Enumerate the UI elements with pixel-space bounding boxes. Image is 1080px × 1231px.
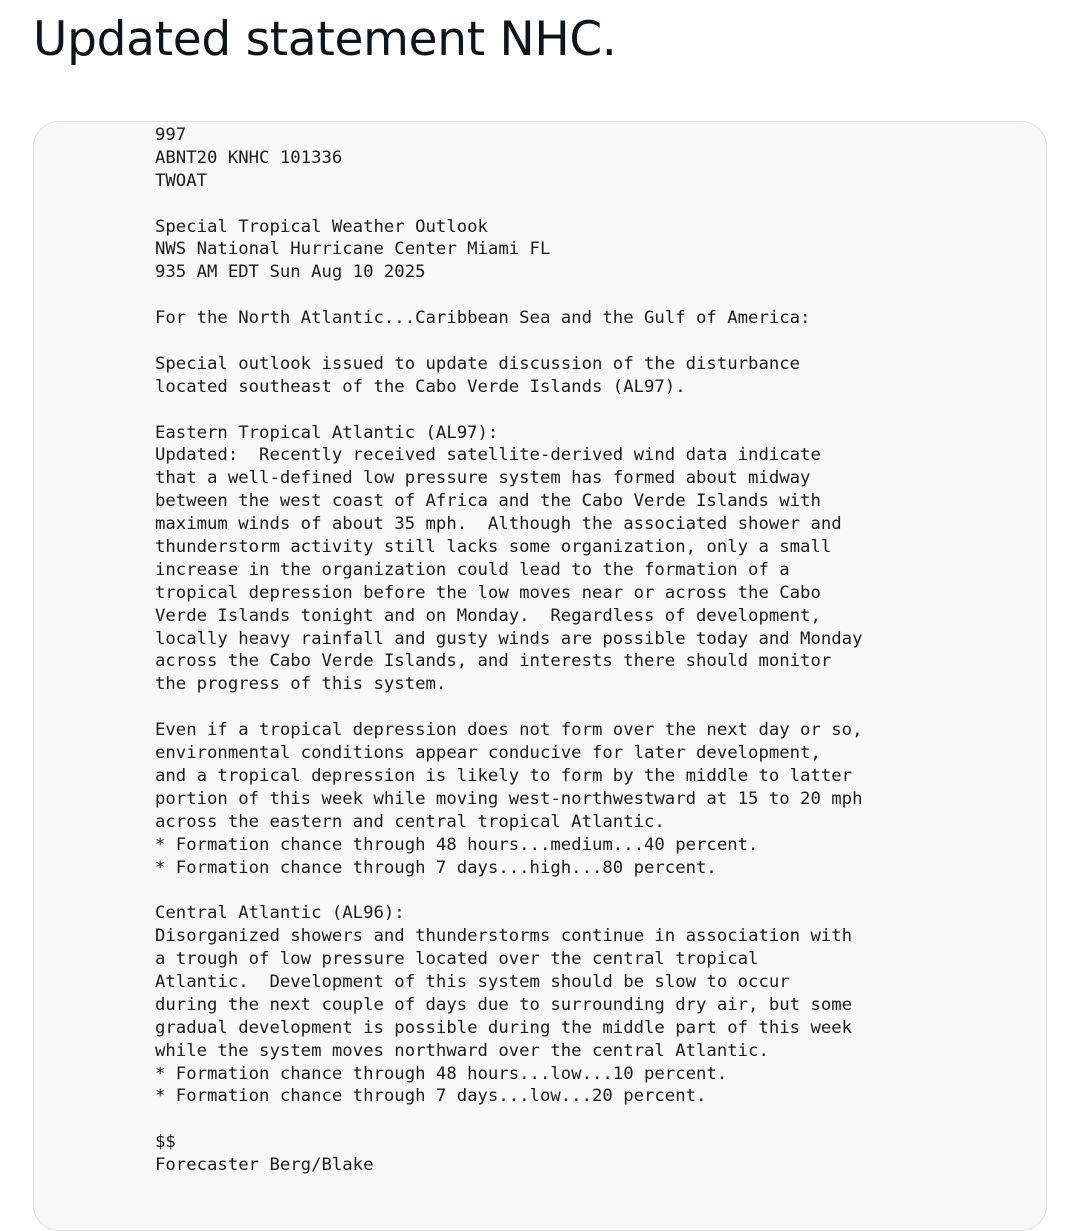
bulletin-line: maximum winds of about 35 mph. Although the associated shower and <box>155 514 842 535</box>
bulletin-line: Central Atlantic (AL96): <box>155 903 405 924</box>
bulletin-line: a trough of low pressure located over the central tropical <box>155 949 759 970</box>
bulletin-line <box>155 330 863 353</box>
bulletin-line: 935 AM EDT Sun Aug 10 2025 <box>155 262 426 283</box>
bulletin-line: while the system moves northward over the central Atlantic. <box>155 1040 769 1061</box>
bulletin-line: * Formation chance through 48 hours...medium...40 percent. <box>155 834 759 855</box>
bulletin-line: Disorganized showers and thunderstorms continue in association with <box>155 926 853 947</box>
bulletin-line <box>155 193 863 216</box>
nhc-outlook-text <box>155 124 863 1177</box>
bulletin-line: ABNT20 KNHC 101336 <box>155 147 343 168</box>
bulletin-line: Atlantic. Development of this system should be slow to occur <box>155 971 790 992</box>
bulletin-line: the progress of this system. <box>155 674 447 695</box>
bulletin-line: that a well-defined low pressure system has formed about midway <box>155 468 811 489</box>
bulletin-line: tropical depression before the low moves near or across the Cabo <box>155 582 821 603</box>
bulletin-line: Eastern Tropical Atlantic (AL97): <box>155 422 499 443</box>
bulletin-line: Special outlook issued to update discussion of the disturbance <box>155 353 801 374</box>
bulletin-line: environmental conditions appear conducive for later development, <box>155 743 821 764</box>
bulletin-line <box>155 1108 863 1131</box>
bulletin-line: across the eastern and central tropical Atlantic. <box>155 811 665 832</box>
bulletin-line: Even if a tropical depression does not form over the next day or so, <box>155 720 863 741</box>
bulletin-line <box>155 879 863 902</box>
bulletin-line: $$ <box>155 1132 176 1153</box>
bulletin-line: locally heavy rainfall and gusty winds are possible today and Monday <box>155 628 863 649</box>
bulletin-line: Forecaster Berg/Blake <box>155 1155 374 1176</box>
bulletin-line: located southeast of the Cabo Verde Islands (AL97). <box>155 376 686 397</box>
bulletin-line: * Formation chance through 7 days...low...20 percent. <box>155 1086 707 1107</box>
bulletin-line: For the North Atlantic...Caribbean Sea and the Gulf of America: <box>155 308 811 329</box>
bulletin-line: Updated: Recently received satellite-derived wind data indicate <box>155 445 821 466</box>
bulletin-line: Special Tropical Weather Outlook <box>155 216 488 237</box>
attached-image[interactable] <box>33 121 1047 1231</box>
bulletin-line: NWS National Hurricane Center Miami FL <box>155 239 551 260</box>
bulletin-line: across the Cabo Verde Islands, and interests there should monitor <box>155 651 832 672</box>
bulletin-line <box>155 284 863 307</box>
bulletin-line <box>155 696 863 719</box>
bulletin-line: increase in the organization could lead to the formation of a <box>155 559 790 580</box>
bulletin-line: and a tropical depression is likely to form by the middle to latter <box>155 765 853 786</box>
bulletin-line: TWOAT <box>155 170 208 191</box>
bulletin-line: during the next couple of days due to surrounding dry air, but some <box>155 994 853 1015</box>
bulletin-line: Verde Islands tonight and on Monday. Regardless of development, <box>155 605 821 626</box>
bulletin-line: 997 <box>155 125 187 145</box>
bulletin-line: gradual development is possible during the middle part of this week <box>155 1017 853 1038</box>
post-text: Updated statement NHC. <box>33 12 617 67</box>
bulletin-line <box>155 399 863 422</box>
bulletin-line: between the west coast of Africa and the Cabo Verde Islands with <box>155 491 821 512</box>
bulletin-line: * Formation chance through 48 hours...low...10 percent. <box>155 1063 728 1084</box>
bulletin-line: * Formation chance through 7 days...high...80 percent. <box>155 857 717 878</box>
bulletin-line: portion of this week while moving west-northwestward at 15 to 20 mph <box>155 788 863 809</box>
bulletin-line: thunderstorm activity still lacks some organization, only a small <box>155 537 832 558</box>
